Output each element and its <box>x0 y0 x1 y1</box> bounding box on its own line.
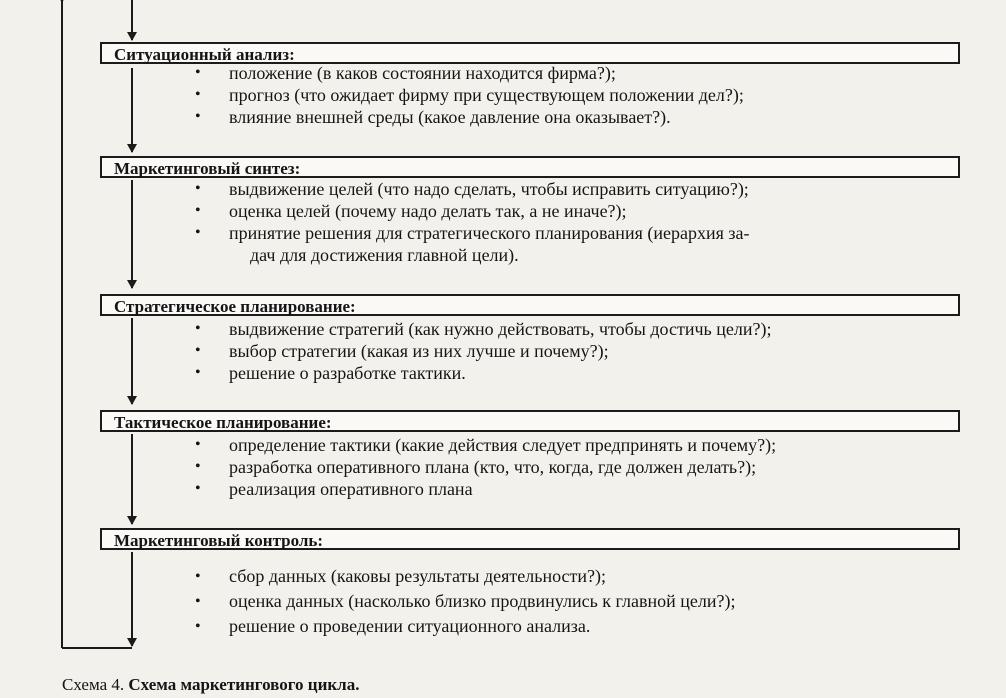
item-text: прогноз (что ожидает фирму при существующем положении дел?); <box>229 85 744 105</box>
item-text: выдвижение целей (что надо сделать, чтобы исправить ситуацию?); <box>229 179 749 199</box>
stage-header <box>100 410 960 432</box>
bullet-icon: • <box>195 618 201 635</box>
list-item <box>195 478 776 500</box>
bullet-icon: • <box>195 593 201 610</box>
item-text: решение о разработке тактики. <box>229 363 466 383</box>
stage-items <box>195 434 776 500</box>
list-item <box>195 222 749 244</box>
stage-header <box>100 156 960 178</box>
bullet-icon: • <box>195 342 201 359</box>
list-item <box>195 362 771 384</box>
item-text: положение (в каков состоянии находится фирма?); <box>229 63 616 83</box>
list-item <box>195 200 749 222</box>
item-text: оценка целей (почему надо делать так, а не иначе?); <box>229 201 627 221</box>
list-item <box>195 62 744 84</box>
stage-title: Стратегическое планирование: <box>114 297 356 316</box>
bullet-icon: • <box>195 436 201 453</box>
item-text: решение о проведении ситуационного анализа. <box>229 616 591 636</box>
stage-title: Ситуационный анализ: <box>114 45 295 64</box>
list-item <box>195 340 771 362</box>
list-item <box>195 589 735 614</box>
bullet-icon: • <box>195 458 201 475</box>
list-item <box>195 434 776 456</box>
bullet-icon: • <box>195 364 201 381</box>
list-item <box>195 456 776 478</box>
bullet-icon: • <box>195 180 201 197</box>
bullet-icon: • <box>195 320 201 337</box>
bullet-icon: • <box>195 568 201 585</box>
stage-title: Тактическое планирование: <box>114 413 332 432</box>
caption-prefix: Схема 4. <box>62 675 125 694</box>
item-text: оценка данных (насколько близко продвинулись к главной цели?); <box>229 591 736 611</box>
stage-items <box>195 62 744 128</box>
list-item <box>195 84 744 106</box>
bullet-icon: • <box>195 64 201 81</box>
item-text: выбор стратегии (какая из них лучше и почему?); <box>229 341 609 361</box>
stage-title: Маркетинговый синтез: <box>114 159 301 178</box>
stage-header <box>100 528 960 550</box>
figure-caption <box>62 675 359 695</box>
bullet-icon: • <box>195 86 201 103</box>
stage-items <box>195 318 771 384</box>
list-item-continuation: дач для достижения главной цели). <box>250 245 519 265</box>
stage-header <box>100 42 960 64</box>
caption-title: Схема маркетингового цикла. <box>128 675 360 694</box>
list-item <box>195 318 771 340</box>
item-text: реализация оперативного плана <box>229 479 473 499</box>
item-text: определение тактики (какие действия следует предпринять и почему?); <box>229 435 777 455</box>
item-text: выдвижение стратегий (как нужно действовать, чтобы достичь цели?); <box>229 319 772 339</box>
stage-header <box>100 294 960 316</box>
list-item <box>195 564 735 589</box>
item-text: влияние внешней среды (какое давление она оказывает?). <box>229 107 671 127</box>
bullet-icon: • <box>195 224 201 241</box>
bullet-icon: • <box>195 108 201 125</box>
item-text: разработка оперативного плана (кто, что, когда, где должен делать?); <box>229 457 757 477</box>
item-text: принятие решения для стратегического планирования (иерархия за- <box>229 223 750 243</box>
stage-items <box>195 564 735 639</box>
bullet-icon: • <box>195 480 201 497</box>
stage-title: Маркетинговый контроль: <box>114 531 324 550</box>
item-text: сбор данных (каковы результаты деятельности?); <box>229 566 607 586</box>
bullet-icon: • <box>195 202 201 219</box>
stage-items <box>195 178 749 266</box>
list-item <box>195 178 749 200</box>
list-item <box>195 106 744 128</box>
list-item <box>195 614 735 639</box>
